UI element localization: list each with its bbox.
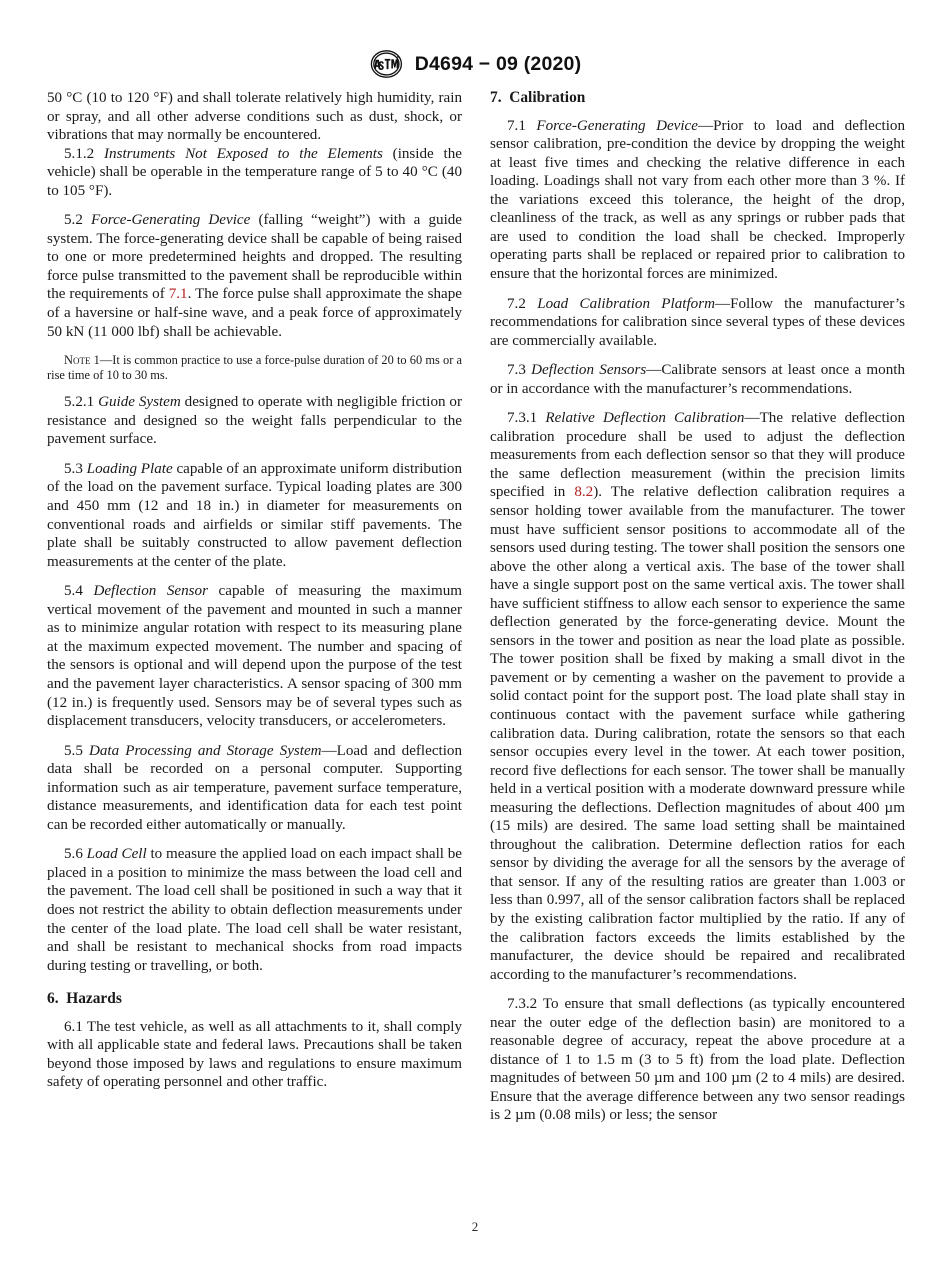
clause-title-5-2: Force-Generating Device (91, 212, 251, 229)
clause-body-5-2-1: designed to operate with negligible friction or resistance and designed so the weight falls perpendicular to the pavement surface. (47, 394, 462, 448)
paragraph-7-3-2 (490, 995, 905, 1125)
page-number: 2 (471, 1219, 479, 1234)
note-label: Note (64, 353, 91, 368)
paragraph-5-4 (47, 582, 462, 730)
two-column-body (47, 89, 905, 1209)
clause-title-5-3: Loading Plate (86, 460, 173, 477)
paragraph-5-3 (47, 460, 462, 571)
clause-body-7-1: —Prior to load and deflection sensor calibration, pre-condition the device by dropping the weight at least five times and checking the relative difference in each loading. Loadings shall not vary from each other more than 3 %. If the variations exceed this tolerance, the height of the drop, cleanliness of the track, as well as any springs or rubber pads that are used to condition the load shall be checked. Improperly operating parts shall be replaced or repaired prior to calibration to ensure that the horizontal forces are minimized. (490, 117, 906, 282)
paragraph-5-2-1 (47, 393, 462, 449)
clause-number-7-1: 7.1 (507, 117, 537, 134)
paragraph-7-1 (490, 117, 905, 284)
note-body: 1—It is common practice to use a force-pulse duration of 20 to 60 ms or a rise time of 10 to 30 ms. (47, 353, 462, 382)
clause-body-5-1-2: (inside the vehicle) shall be operable in the temperature range of 5 to 40 °C (40 to 105 °F). (47, 145, 463, 199)
clause-body-7-3-1-a: —The relative deflection calibration procedure shall be used to adjust the deflection measurements from each deflection sensor so that they will produce the same deflection measurement (within the precision limits specified in (490, 410, 905, 501)
paragraph-6-1: 6.1 The test vehicle, as well as all attachments to it, shall comply with all applicable state and federal laws. Precautions shall be taken beyond those imposed by laws and regulations to ensure maximum safety of operating personnel and other traffic. (47, 1018, 462, 1091)
clause-number-5-5: 5.5 (64, 742, 89, 759)
clause-body-7-3-1-b: ). The relative deflection calibration requires a sensor holding tower available from the manufacturer. The tower must have sufficient sensor positions to accommodate all of the sensors used during testing. The tower shall position the sensors one above the other along a vertical axis. The base of the tower shall have a single support post on the same vertical axis. The tower shall have sufficient stiffness to allow each sensor to experience the same deflection generated by the force-generating device. Mount the sensors in the tower and position as near the load plate as possible. The tower position shall be fixed by making a small divot in the pavement or by cementing a washer on the pavement to provide a solid contact point for the support post. The load plate shall stay in continuous contact with the pavement surface while gathering calibration data. During calibration, rotate the sensors so that each sensor occupies every level in the tower. At each tower position, record five deflections for each sensor. The tower shall be manually held in a vertical position with a moderate downward pressure while measuring the deflections. Deflection magnitudes of about 400 µm (15 mils) are desired. The same load setting shall be maintained throughout the calibration. Determine deflection ratios for each sensor by dividing the average for all the sensors by the average of that sensor. If any of the resulting ratios are greater than 1.003 or less than 0.997, all of the sensor calibration factors shall be replaced by the existing calibration factor multiplied by the ratio. If any of the calibration factors exceeds the limits established by the manufacturer, the device should be repaired and recalibrated according to the manufacturer’s recommendations. (490, 484, 905, 983)
paragraph-7-2 (490, 295, 905, 351)
paragraph-5-1-2 (47, 145, 462, 201)
clause-number-7-3-1: 7.3.1 (507, 410, 546, 427)
cross-reference-link-8-2[interactable]: 8.2 (574, 484, 594, 501)
clause-number-5-2: 5.2 (64, 212, 92, 229)
clause-body-7-3: —Calibrate sensors at least once a month or in accordance with the manufacturer’s recommendations. (490, 362, 905, 397)
paragraph-5-2 (47, 211, 462, 341)
clause-title-5-6: Load Cell (86, 846, 147, 863)
clause-body-5-2-b: . The force pulse shall approximate the shape of a haversine or half-sine wave, and a peak force of approximately 50 kN (11 000 lbf) shall be achievable. (47, 286, 462, 340)
section-heading-7-calibration: 7. Calibration (490, 89, 586, 106)
paragraph-7-3 (490, 361, 905, 398)
note-1 (47, 353, 462, 382)
clause-body-7-3-2: To ensure that small deflections (as typically encountered near the outer edge of the deflection basin) are monitored to a reasonable degree of accuracy, repeat the above procedure at a distance of 1 to 1.5 m (3 to 5 ft) from the load plate. Deflection magnitudes of between 50 µm and 100 µm (2 to 4 mils) are desired. Ensure that the average difference between any two sensor readings is 2 µm (0.08 mils) or less; the sensor (490, 996, 905, 1124)
cross-reference-link-7-1[interactable]: 7.1 (168, 286, 188, 303)
clause-number-5-3: 5.3 (64, 460, 87, 477)
clause-number-7-3-2: 7.3.2 (507, 996, 543, 1013)
clause-number-7-2: 7.2 (507, 295, 538, 312)
paragraph-5-6 (47, 845, 462, 975)
right-column (490, 89, 905, 1209)
clause-title-7-2: Load Calibration Platform (537, 295, 715, 312)
clause-title-5-5: Data Processing and Storage System (88, 742, 322, 759)
standard-designation: D4694 − 09 (2020) (414, 52, 582, 75)
astm-logo-icon (369, 49, 405, 79)
clause-title-5-4: Deflection Sensor (93, 583, 208, 600)
clause-title-7-1: Force-Generating Device (536, 117, 698, 134)
clause-number-7-3: 7.3 (507, 362, 532, 379)
clause-number-5-6: 5.6 (64, 846, 87, 863)
section-heading-6-hazards: 6. Hazards (47, 990, 122, 1008)
paragraph-5-1-1-continued: 50 °C (10 to 120 °F) and shall tolerate relatively high humidity, rain or spray, and all other adverse conditions such as dust, shock, or vibrations that may normally be encountered. (47, 90, 462, 144)
clause-title-5-1-2: Instruments Not Exposed to the Elements (104, 145, 383, 162)
clause-number-5-1-2: 5.1.2 (64, 145, 105, 162)
clause-body-5-4: capable of measuring the maximum vertical movement of the pavement and mounted in such a manner as to minimize angular rotation with respect to its measuring plane at the maximum expected movement. The number and spacing of the sensors is optional and will depend upon the purpose of the test and the pavement layer characteristics. A sensor spacing of 300 mm (12 in.) is frequently used. Sensors may be of several types such as displacement transducers, velocity transducers, or accelerometers. (47, 583, 462, 730)
clause-number-5-2-1: 5.2.1 (64, 394, 99, 411)
paragraph-5-5 (47, 742, 462, 835)
clause-body-5-6: to measure the applied load on each impact shall be placed in a position to minimize the mass between the load cell and the pavement. The load cell shall be positioned in such a way that it does not restrict the ability to obtain deflection measurements under the center of the load plate. The load cell shall be water resistant, and shall be resistant to mechanical shocks from road impacts during testing or travelling, or both. (47, 846, 463, 974)
clause-body-5-2-a: (falling “weight”) with a guide system. The force-generating device shall be capable of being raised to one or more predetermined heights and dropped. The resulting force pulse transmitted to the pavement shall be reproducible within the requirements of (47, 212, 463, 303)
page-header (0, 44, 950, 84)
clause-body-7-2: —Follow the manufacturer’s recommendations for calibration since several types of these devices are commercially available. (490, 295, 906, 349)
clause-body-5-5: —Load and deflection data shall be recorded on a personal computer. Supporting information such as air temperature, pavement surface temperature, distance measurements, and identification data for each test point can be recorded either automatically or manually. (47, 742, 462, 833)
clause-title-7-3: Deflection Sensors (531, 362, 647, 379)
clause-body-5-3: capable of an approximate uniform distribution of the load on the pavement surface. Typical loading plates are 300 and 450 mm (12 and 18 in.) in diameter for measurements on conventional roads and airfields or similar stiff pavements. The plate shall be suitably constructed to allow pavement deflection measurements at the center of the plate. (47, 460, 463, 570)
paragraph-7-3-1 (490, 409, 905, 984)
left-column (47, 89, 462, 1209)
clause-title-7-3-1: Relative Deflection Calibration (545, 410, 745, 427)
clause-number-5-4: 5.4 (64, 583, 94, 600)
clause-title-5-2-1: Guide System (98, 394, 181, 411)
